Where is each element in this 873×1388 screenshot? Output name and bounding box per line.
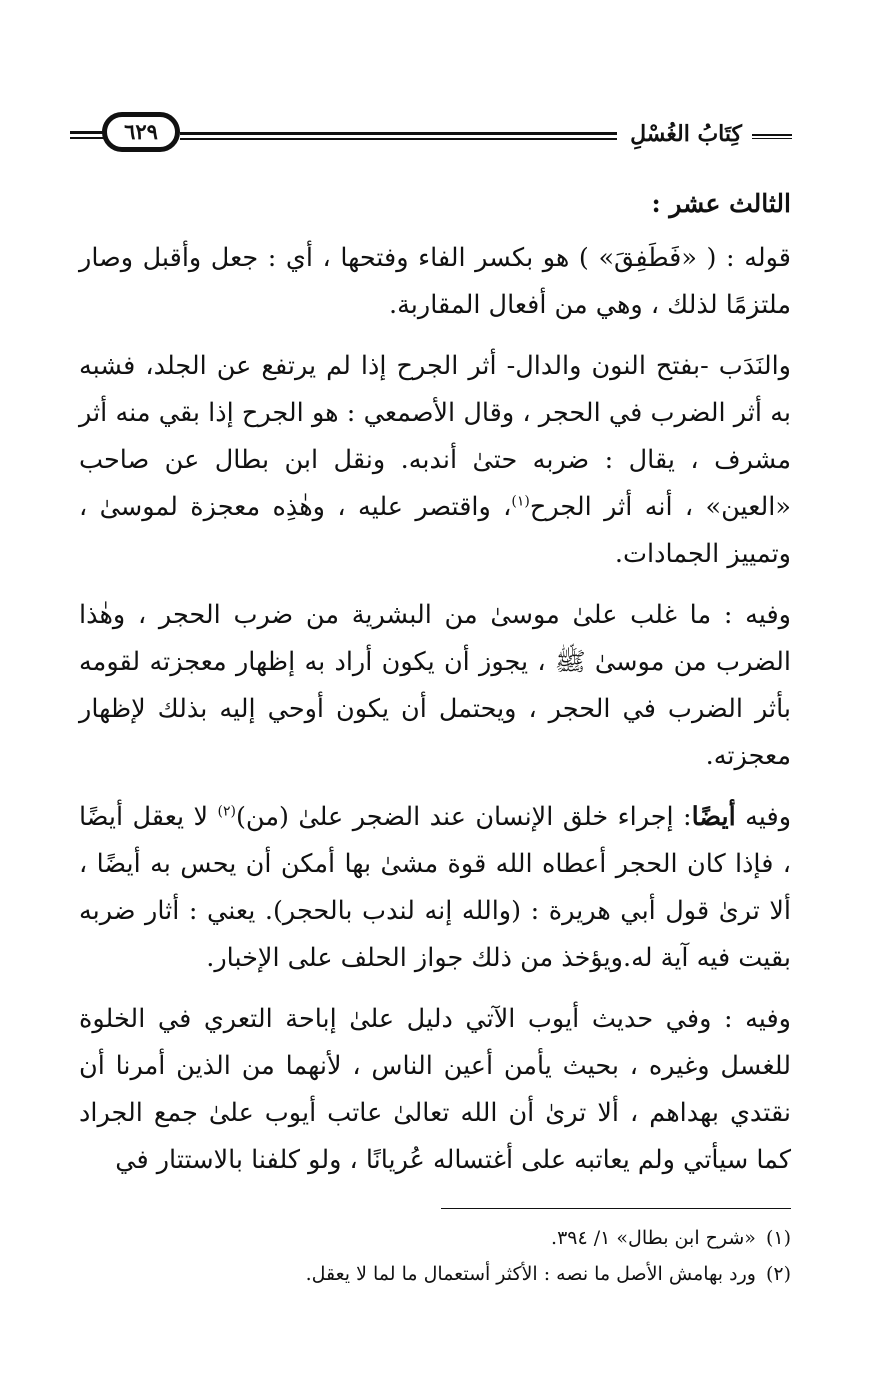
footnote-separator	[441, 1208, 791, 1209]
running-header	[70, 112, 792, 162]
footnote-2-text: ورد بهامش الأصل ما نصه : الأكثر أستعمال ما لما لا يعقل.	[305, 1263, 756, 1285]
paragraph-4-lead: وفيه	[745, 802, 792, 832]
footnote-2-number: (٢)	[765, 1263, 791, 1285]
section-heading: الثالث عشر :	[651, 189, 791, 218]
paragraph-2-text-a: والنَدَب -بفتح النون والدال- أثر الجرح إذا لم يرتفع عن الجلد، فشبه به أثر الضرب في الحجر ، وقال الأصمعي : هو الجرح إذا بقي منه أثر مشرف ، يقال : ضربه حتىٰ أندبه. ونقل ابن بطال عن صاحب «العين» ، أنه أثر الجرح	[79, 351, 791, 522]
paragraph-2-text-b: ، واقتصر عليه ، وهٰذِه معجزة لموسىٰ ، وتمييز الجمادات.	[79, 492, 791, 569]
page-number: ٦٢٩	[102, 112, 180, 152]
footnote-2	[79, 1256, 791, 1292]
header-rule-middle	[180, 132, 617, 140]
paragraph-4-text-a: : إجراء خلق الإنسان عند الضجر علىٰ (من)	[235, 802, 692, 832]
header-rule-right	[752, 134, 792, 139]
footnotes	[79, 1220, 791, 1292]
footnote-1-text: «شرح ابن بطال» ١/ ٣٩٤.	[551, 1227, 756, 1249]
footnote-ref-2[interactable]: (٢)	[217, 803, 236, 820]
paragraph-4	[79, 794, 791, 982]
footnote-ref-1[interactable]: (١)	[511, 493, 530, 510]
header-rule-left	[70, 131, 106, 139]
paragraph-5: وفيه : وفي حديث أيوب الآتي دليل علىٰ إباحة التعري في الخلوة للغسل وغيره ، بحيث يأمن أعين الناس ، لأنهما من الذين أمرنا أن نقتدي بهداهم ، ألا ترىٰ أن الله تعالىٰ عاتب أيوب علىٰ جمع الجراد كما سيأتي ولم يعاتبه على أغتساله عُريانًا ، ولو كلفنا بالاستتار في	[79, 1004, 791, 1175]
paragraph-1: قوله : ( «فَطَفِقَ» ) هو بكسر الفاء وفتحها ، أي : جعل وأقبل وصار ملتزمًا لذلك ، وهي من أفعال المقاربة.	[79, 243, 791, 320]
paragraph-4-bold-word: أيضًا	[691, 802, 736, 832]
book-title: كِتَابُ الغُسْلِ	[630, 121, 742, 147]
paragraph-3: وفيه : ما غلب علىٰ موسىٰ من البشرية من ضرب الحجر ، وهٰذا الضرب من موسىٰ ﷺ ، يجوز أن يكون أراد به إظهار معجزته لقومه بأثر الضرب في الحجر ، ويحتمل أن يكون أوحي إليه بذلك لإظهار معجزته.	[79, 600, 791, 771]
paragraph-2	[79, 343, 791, 578]
footnote-1	[79, 1220, 791, 1256]
main-text	[79, 180, 791, 1198]
footnote-1-number: (١)	[765, 1227, 791, 1249]
paragraph-4-text-b: لا يعقل أيضًا ، فإذا كان الحجر أعطاه الله قوة مشىٰ بها أمكن أن يحس به أيضًا ، ألا ترىٰ قول أبي هريرة : (والله إنه لندب بالحجر). يعني : أثار ضربه بقيت فيه آية له.ويؤخذ من ذلك جواز الحلف على الإخبار.	[79, 802, 791, 973]
